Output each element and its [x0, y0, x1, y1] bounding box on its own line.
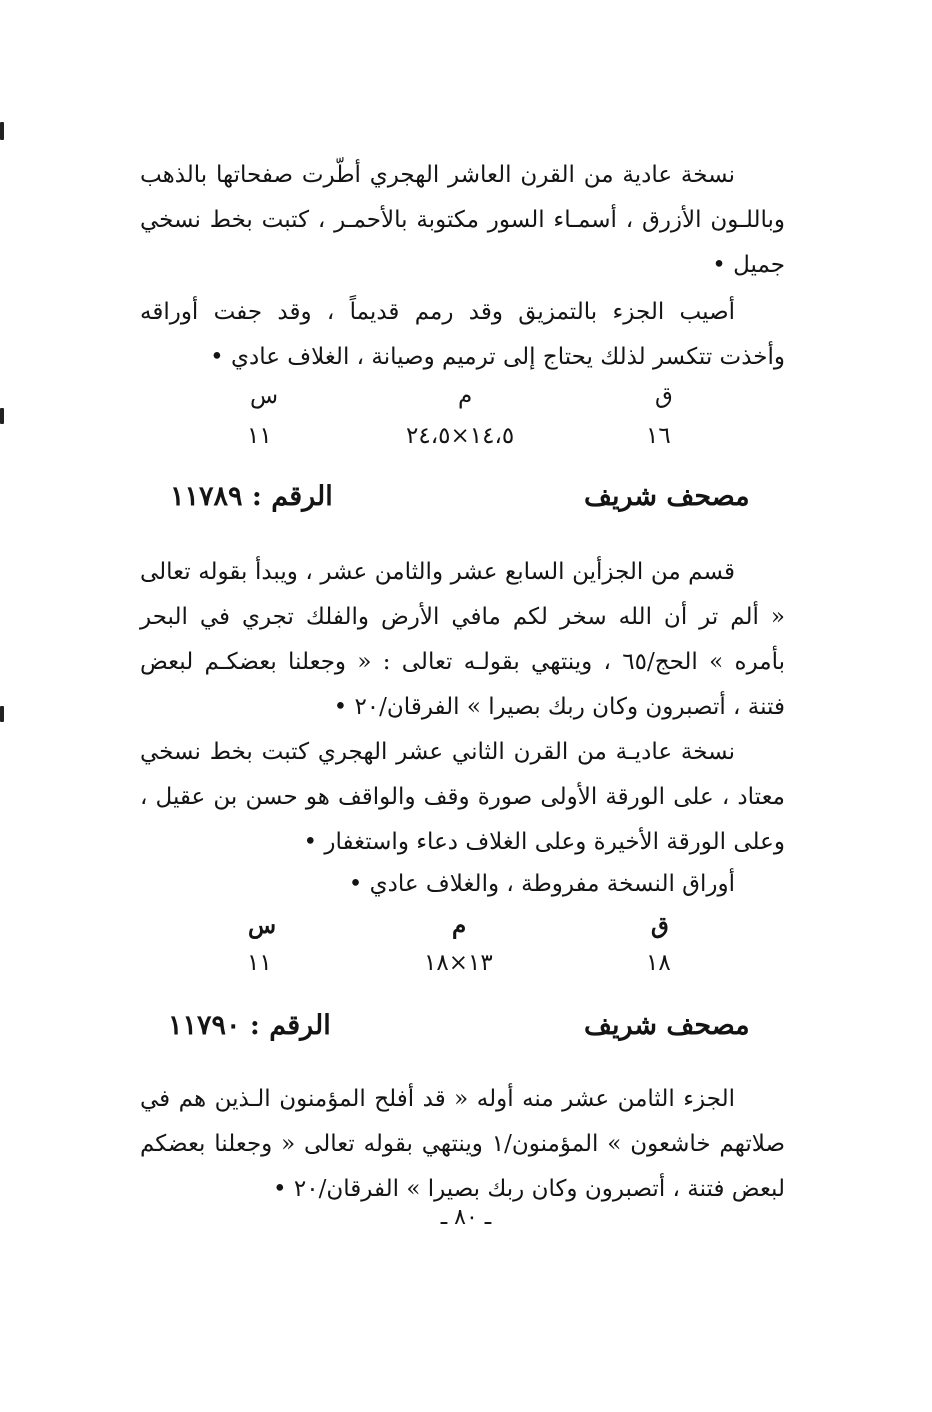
entry-condition [140, 862, 785, 907]
content-text: قسم من الجزأين السابع عشر والثامن عشر ، ويبدأ بقوله تعالى « ألم تر أن الله سخر لكم مافي الأرض والفلك تجري في البحر بأمره » الحج/٦٥ ، وينتهي بقولـه تعالى : « وجعلنا بعضكـم لبعض فتنة ، أتصبرون وكان ربك بصيرا » الفرقان/٢٠ • [140, 559, 785, 720]
entry-content [140, 1077, 785, 1212]
entry-number: الرقم : ١١٧٩٠ [168, 1010, 331, 1041]
description-text: نسخة عادية من القرن العاشر الهجري أطّرت صفحاتها بالذهب وباللـون الأزرق ، أسمـاء السور مكتوبة بالأحمـر ، كتبت بخط نسخي جميل • [140, 162, 785, 278]
measure-label-m: م [452, 912, 467, 939]
measure-label-m: م [458, 383, 473, 409]
entry-title: مصحف شريف [584, 481, 750, 512]
condition-text: أصيب الجزء بالتمزيق وقد رمم قديماً ، وقد جفت أوراقه وأخذت تتكسر لذلك يحتاج إلى ترميم وصيانة ، الغلاف عادي • [140, 299, 785, 370]
description-text: نسخة عاديـة من القرن الثاني عشر الهجري كتبت بخط نسخي معتاد ، على الورقة الأولى صورة وقف والواقف هو حسن بن عقيل ، وعلى الورقة الأخيرة وعلى الغلاف دعاء واستغفار • [140, 739, 785, 855]
scan-edge-mark [0, 122, 4, 140]
measure-value-q: ١٨ [646, 950, 671, 976]
entry-content [140, 550, 785, 730]
measure-label-q: ق [655, 383, 673, 409]
entry-description [140, 730, 785, 865]
page-number: ـ ٨٠ ـ [440, 1205, 492, 1230]
entry-number: الرقم : ١١٧٨٩ [170, 481, 333, 512]
condition-text: أوراق النسخة مفروطة ، والغلاف عادي • [348, 871, 735, 897]
scan-edge-mark [0, 706, 4, 722]
measure-label-s: س [248, 912, 277, 939]
entry-description [140, 153, 785, 288]
measure-label-q: ق [651, 912, 669, 939]
measure-value-q: ١٦ [646, 423, 671, 449]
measure-value-s: ١١ [247, 423, 272, 449]
measure-value-s: ١١ [247, 950, 272, 976]
entry-title: مصحف شريف [584, 1010, 750, 1041]
measure-value-m: ١٣×١٨ [424, 950, 493, 976]
scan-edge-mark [0, 408, 4, 424]
measure-value-m: ١٤،٥×٢٤،٥ [406, 423, 515, 449]
content-text: الجزء الثامن عشر منه أوله « قد أفلح المؤمنون الـذين هم في صلاتهم خاشعون » المؤمنون/١ وينتهي بقوله تعالى « وجعلنا بعضكم لبعض فتنة ، أتصبرون وكان ربك بصيرا » الفرقان/٢٠ • [140, 1086, 785, 1202]
measure-label-s: س [250, 383, 279, 409]
entry-condition [140, 290, 785, 380]
